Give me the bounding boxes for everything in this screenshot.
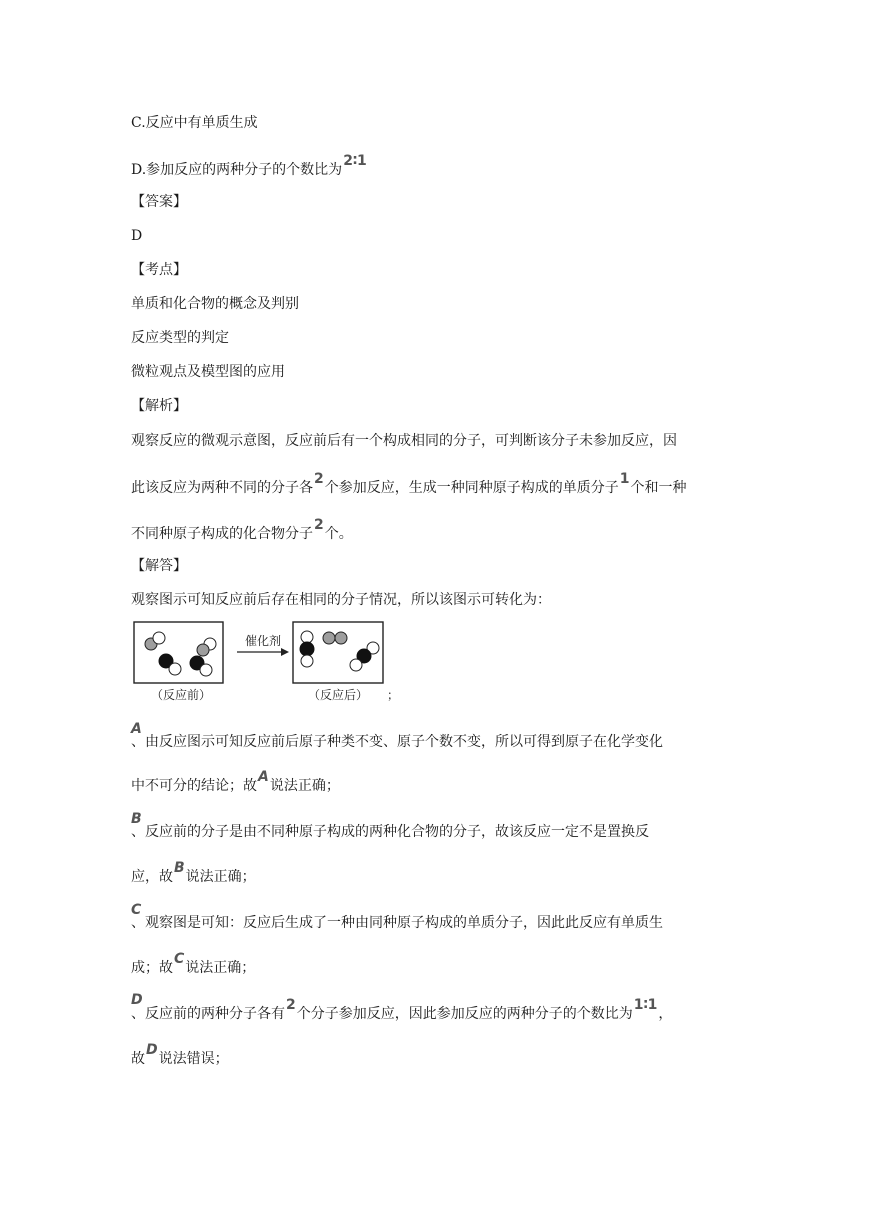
jiexi-line (131, 517, 353, 544)
option-d-ratio: 2∶1 (343, 153, 367, 169)
jiexi-text: 此该反应为两种不同的分子各 (131, 480, 313, 496)
grey-atom (335, 632, 347, 644)
inline-letter: B (174, 860, 185, 876)
analysis-b-line2 (131, 860, 256, 887)
white-atom (153, 632, 165, 644)
jiexi-text: 个。 (324, 526, 353, 542)
option-c-letter: C (131, 902, 142, 918)
white-atom (301, 655, 313, 667)
option-d (131, 153, 368, 180)
white-atom (350, 659, 362, 671)
analysis-text: 说法正确； (269, 778, 340, 794)
reaction-diagram (131, 619, 401, 709)
analysis-text: 个分子参加反应，因此参加反应的两种分子的个数比为 (296, 1006, 633, 1022)
option-a-letter: A (131, 721, 142, 737)
inline-number: 2 (286, 997, 296, 1013)
jiexi-text: 不同种原子构成的化合物分子 (131, 526, 313, 542)
answer-value: D (131, 228, 143, 244)
analysis-c-line2 (131, 951, 256, 978)
analysis-text: 中不可分的结论；故 (131, 778, 257, 794)
jiexi-number: 2 (314, 471, 324, 487)
inline-letter: D (146, 1042, 158, 1058)
kaodian-title: 【考点】 (131, 262, 187, 278)
jiexi-number: 2 (314, 517, 324, 533)
analysis-text: 故 (131, 1051, 145, 1067)
analysis-text: ， (658, 1006, 673, 1022)
inline-letter: C (174, 951, 185, 967)
white-atom (301, 631, 313, 643)
jiexi-title: 【解析】 (131, 398, 187, 414)
reaction-diagram-svg (131, 619, 401, 705)
analysis-text: 、反应前的两种分子各有 (131, 1006, 285, 1022)
analysis-text: 说法正确； (185, 869, 256, 885)
option-d-text: D.参加反应的两种分子的个数比为 (131, 162, 343, 178)
arrow-head (281, 648, 289, 656)
jiexi-text: 个参加反应，生成一种同种原子构成的单质分子 (324, 480, 619, 496)
kaodian-item: 反应类型的判定 (131, 330, 229, 346)
analysis-text: 应，故 (131, 869, 173, 885)
inline-ratio: 1∶1 (633, 997, 658, 1013)
kaodian-item: 微粒观点及模型图的应用 (131, 364, 285, 380)
caption-after: （反应后） (307, 688, 369, 702)
jieda-title: 【解答】 (131, 558, 187, 574)
inline-letter: A (258, 769, 269, 785)
jiexi-line: 观察反应的微观示意图，反应前后有一个构成相同的分子，可判断该分子未参加反应，因 (131, 433, 677, 449)
analysis-d-line2 (131, 1042, 229, 1069)
caption-tail: ； (387, 688, 400, 702)
answer-title: 【答案】 (131, 194, 187, 210)
kaodian-item: 单质和化合物的概念及判别 (131, 296, 299, 312)
jiexi-line (131, 471, 687, 498)
white-atom (169, 663, 181, 675)
black-atom (300, 642, 314, 656)
option-b-letter: B (131, 811, 142, 827)
grey-atom (197, 644, 209, 656)
jiexi-number: 1 (619, 471, 630, 487)
analysis-d-line1 (131, 997, 673, 1024)
option-d-letter: D (131, 992, 143, 1008)
jieda-intro: 观察图示可知反应前后存在相同的分子情况，所以该图示可转化为： (131, 592, 551, 608)
caption-before: （反应前） (150, 688, 212, 702)
analysis-text: 成；故 (131, 960, 173, 976)
analysis-a-line1: 、由反应图示可知反应前后原子种类不变、原子个数不变，所以可得到原子在化学变化 (131, 734, 663, 750)
analysis-c-line1: 、观察图是可知：反应后生成了一种由同种原子构成的单质分子，因此此反应有单质生 (131, 915, 663, 931)
analysis-text: 说法正确； (185, 960, 256, 976)
analysis-a-line2 (131, 769, 340, 796)
option-c: C.反应中有单质生成 (131, 115, 258, 131)
analysis-text: 说法错误； (158, 1051, 229, 1067)
jiexi-text: 个和一种 (630, 480, 687, 496)
grey-atom (323, 632, 335, 644)
catalyst-label: 催化剂 (244, 634, 282, 648)
analysis-b-line1: 、反应前的分子是由不同种原子构成的两种化合物的分子，故该反应一定不是置换反 (131, 824, 649, 840)
white-atom (200, 664, 212, 676)
